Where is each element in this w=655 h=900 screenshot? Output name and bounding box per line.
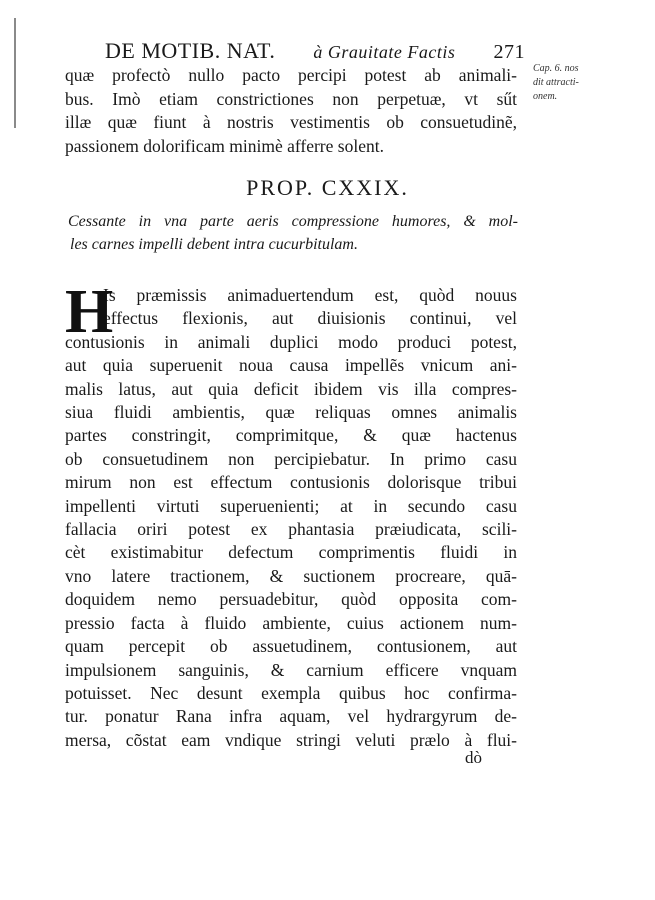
body-line: mirum non est effectum contusionis dolorisque tribui — [65, 472, 517, 493]
running-head-title: DE MOTIB. NAT. — [105, 38, 276, 63]
body-line: quam percepit ob assuetudinem, contusionem, aut — [65, 636, 517, 657]
body-line: vno latere tractionem, & suctionem procreare, quā- — [65, 565, 517, 586]
body-paragraph — [65, 278, 517, 752]
text-line: quæ profectò nullo pacto percipi potest ab animali- — [65, 65, 517, 85]
text-line: passionem dolorificam minimè afferre solent. — [65, 135, 384, 156]
body-line: mersa, cõstat eam vndique stringi veluti prælo à flui- — [65, 729, 517, 750]
catchword: dò — [465, 748, 482, 767]
text-line: illæ quæ fiunt à nostris vestimentis ob consuetudinẽ, — [65, 112, 517, 132]
statement-line: Cessante in vna parte aeris compressione humores, & mol- — [68, 213, 518, 230]
body-line: Is præmissis animaduertendum est, quòd nouus — [103, 285, 517, 305]
margin-note-line: Cap. 6. nos — [533, 63, 579, 74]
body-line: doquidem nemo persuadebitur, quòd opposita com- — [65, 589, 517, 610]
body-line: siua fluidi ambientis, quæ reliquas omnes animalis — [65, 402, 517, 423]
body-line: effectus flexionis, aut diuisionis continui, vel — [103, 308, 517, 329]
body-line: tur. ponatur Rana infra aquam, vel hydrargyrum de- — [65, 706, 517, 727]
binding-edge — [14, 18, 16, 128]
body-line: cèt existimabitur defectum comprimentis fluidi in — [65, 542, 517, 563]
body-line: contusionis in animali duplici modo produci potest, — [65, 331, 517, 352]
top-paragraph — [65, 64, 517, 158]
body-line: impulsionem sanguinis, & carnium efficere vnquam — [65, 659, 517, 680]
body-line: aut quia superuenit noua causa impellẽs vnicum ani- — [65, 355, 517, 376]
body-line: ob consuetudinem non percipiebatur. In primo casu — [65, 448, 517, 469]
proposition-statement — [68, 210, 518, 256]
page-number: 271 — [493, 41, 525, 63]
text-line: bus. Imò etiam constrictiones non perpetuæ, vt sűt — [65, 88, 517, 109]
statement-line: les carnes impelli debent intra cucurbitulam. — [70, 236, 358, 253]
drop-capital: H — [65, 278, 114, 346]
running-head-subtitle: à Grauitate Factis — [313, 42, 456, 62]
running-head — [105, 38, 525, 64]
proposition-heading: PROP. CXXIX. — [246, 175, 409, 200]
margin-note — [533, 62, 623, 104]
margin-note-line: onem. — [533, 91, 558, 102]
body-line: pressio facta à fluido ambiente, cuius actionem num- — [65, 612, 517, 633]
margin-note-line: dit attracti- — [533, 77, 579, 88]
body-line: partes constringit, comprimitque, & quæ hactenus — [65, 425, 517, 446]
body-line: fallacia oriri potest ex phantasia præiudicata, scili- — [65, 519, 517, 540]
body-line: malis latus, aut quia deficit ibidem vis illa compres- — [65, 378, 517, 399]
body-line: potuisset. Nec desunt exempla quibus hoc confirma- — [65, 682, 517, 703]
body-line: impellenti virtuti superuenienti; at in secundo casu — [65, 495, 517, 516]
